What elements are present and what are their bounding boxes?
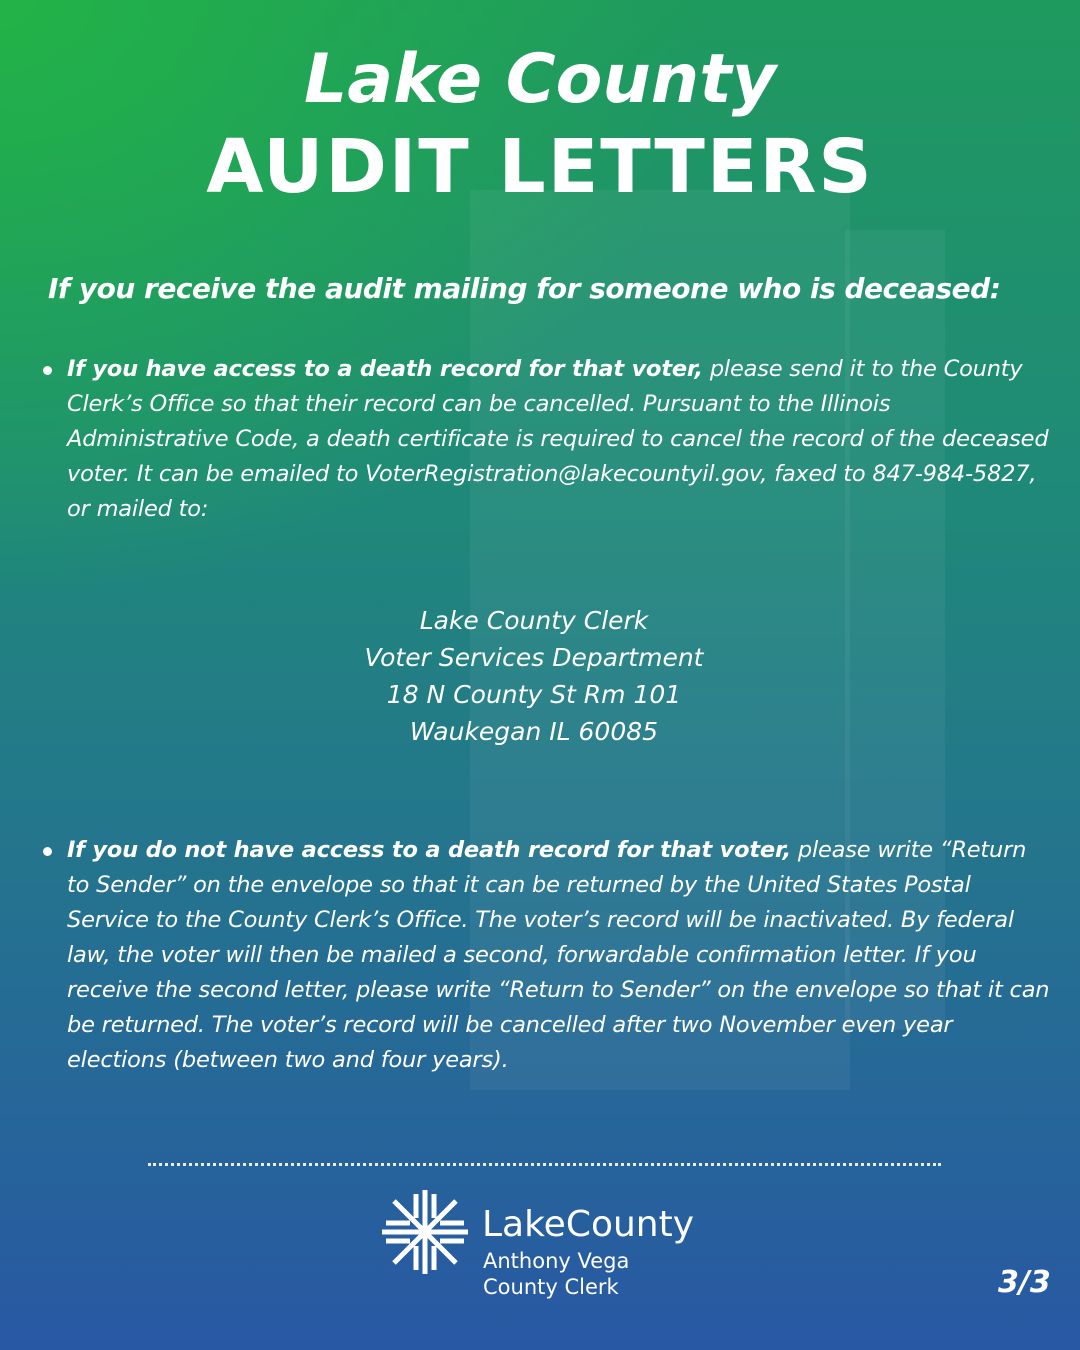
- dotted-divider: [148, 1163, 941, 1166]
- address-line: 18 N County St Rm 101: [386, 680, 682, 709]
- bullet-item-death-record: [67, 352, 1052, 527]
- title-main: AUDIT LETTERS: [206, 124, 874, 210]
- bullet-text: please write “Return to Sender” on the envelope so that it can be returned by the United States Postal Service to the County Clerk’s Office. The voter’s record will be inactivated. By federal law, the voter will then be mailed a second, forwardable confirmation letter. If you receive the second letter, please write “Return to Sender” on the envelope so that it can be returned. The voter’s record will be cancelled after two November even year elections (between two and four years).: [67, 837, 1050, 1073]
- logo-wordmark: LakeCounty: [482, 1204, 695, 1245]
- clerk-office: County Clerk: [483, 1275, 619, 1299]
- address-line: Lake County Clerk: [419, 606, 649, 635]
- bullet-item-no-death-record: [67, 833, 1052, 1078]
- clerk-name: Anthony Vega: [483, 1249, 630, 1273]
- bullet-text: please send it to the County Clerk’s Office so that their record can be cancelled. Pursuant to the Illinois Administrative Code, a death certificate is required to cancel the record of the deceased voter. It can be emailed to VoterRegistration@lakecountyil.gov, faxed to 847-984-5827, or mailed to:: [67, 356, 1049, 522]
- subheading: If you receive the audit mailing for someone who is deceased:: [48, 272, 1001, 305]
- bullet-bold-lead: If you do not have access to a death record for that voter,: [67, 837, 791, 863]
- address-line: Voter Services Department: [364, 643, 704, 672]
- mailing-address: [0, 602, 1068, 750]
- bullet-dot: [43, 847, 52, 856]
- clerk-name-title: [483, 1248, 629, 1300]
- bullet-dot: [43, 366, 52, 375]
- page-indicator: 3/3: [998, 1265, 1051, 1300]
- address-line: Waukegan IL 60085: [409, 717, 659, 746]
- title-county: Lake County: [303, 40, 777, 119]
- lake-county-star-logo-icon: [380, 1188, 470, 1276]
- bullet-bold-lead: If you have access to a death record for that voter,: [67, 356, 703, 382]
